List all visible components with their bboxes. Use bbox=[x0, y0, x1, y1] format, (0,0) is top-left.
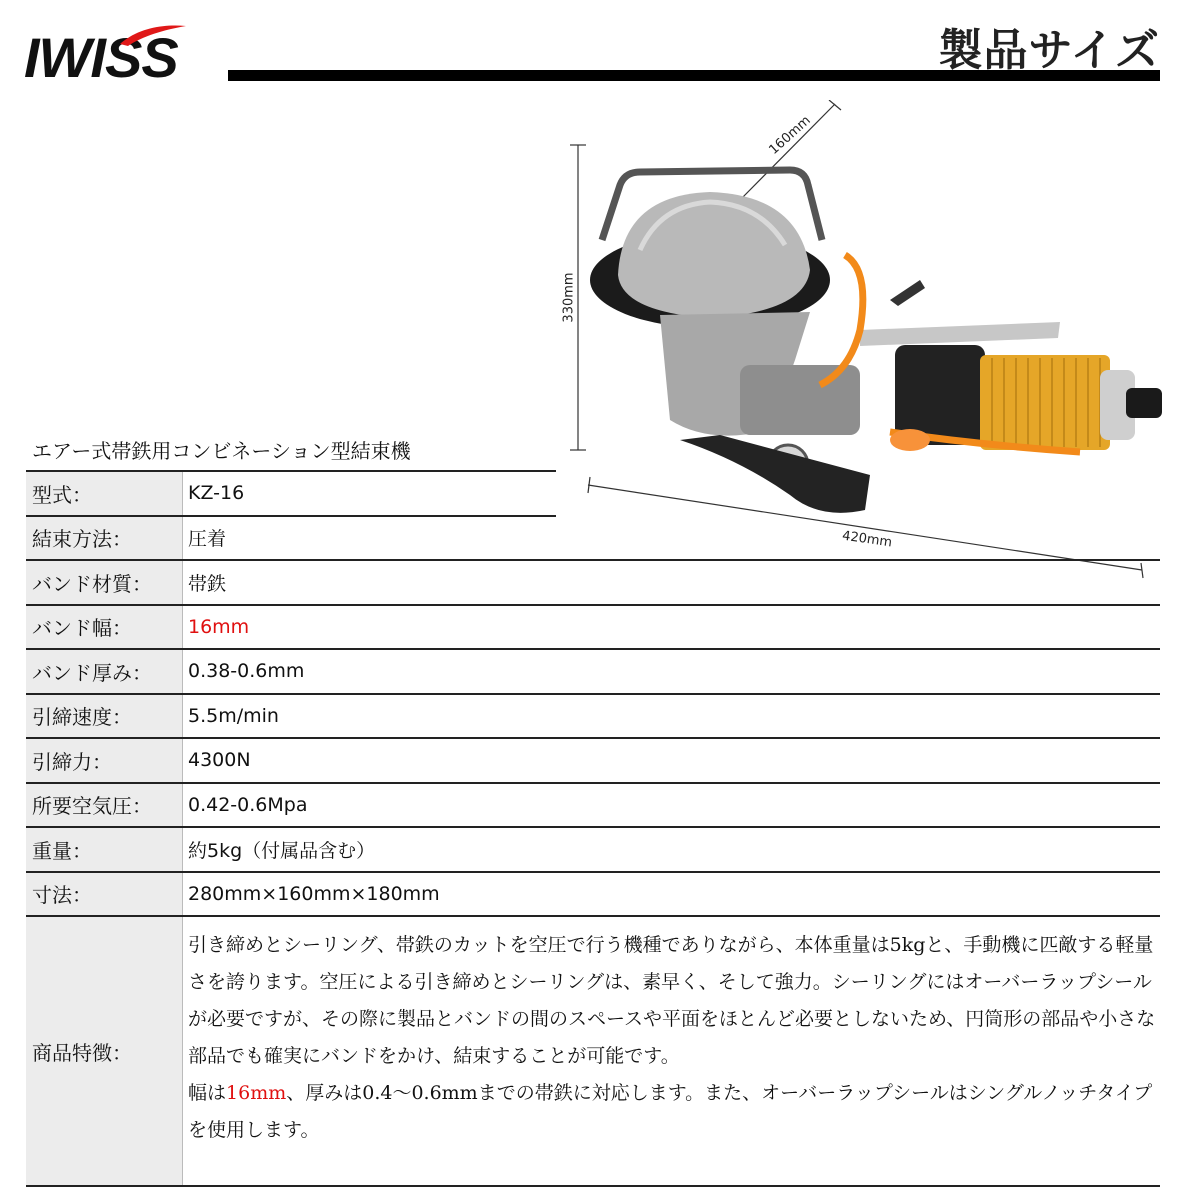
features-highlight: 16mm bbox=[226, 1082, 287, 1104]
logo-swoosh-icon bbox=[118, 22, 188, 48]
spec-label: 寸法： bbox=[26, 873, 183, 916]
spec-label: 引締力： bbox=[26, 739, 183, 782]
spec-row-band-thickness bbox=[26, 648, 1160, 693]
spec-value-highlight: 16mm bbox=[188, 615, 250, 638]
spec-label: バンド材質： bbox=[26, 561, 183, 604]
dimension-width-label: 160mm bbox=[766, 113, 814, 158]
page-title: 製品サイズ bbox=[938, 25, 1160, 76]
spec-row-model bbox=[26, 470, 556, 515]
features-paragraph-1: 引き締めとシーリング、帯鉄のカットを空圧で行う機種でありながら、本体重量は5kgと、手動機に匹敵する軽量さを誇ります。空圧による引き締めとシーリングは、素早く、そして強力。シーリングにはオーバーラップシールが必要ですが、その際に製品とバンドの間のスペースや平面をほとんど必要としないため、円筒形の部品や小さな部品でも確実にバンドをかけ、結束することが可能です。 bbox=[188, 934, 1156, 1067]
features-prefix: 幅は bbox=[188, 1082, 227, 1104]
spec-row-band-width bbox=[26, 604, 1160, 649]
spec-label: 重量： bbox=[26, 828, 183, 871]
section-title: エアー式帯鉄用コンビネーション型結束機 bbox=[32, 439, 411, 463]
spec-label: バンド厚み： bbox=[26, 650, 183, 693]
spec-value: 5.5m/min bbox=[188, 704, 279, 727]
spec-table bbox=[26, 470, 1160, 1187]
features-paragraph-2 bbox=[188, 1075, 1160, 1149]
spec-label: 所要空気圧： bbox=[26, 784, 183, 827]
spec-value: 帯鉄 bbox=[188, 572, 227, 595]
spec-row-features bbox=[26, 915, 1160, 1187]
spec-value: 4300N bbox=[188, 749, 251, 772]
spec-label: 型式： bbox=[26, 472, 183, 515]
spec-value: 0.42-0.6Mpa bbox=[188, 793, 308, 816]
spec-row-band-material bbox=[26, 559, 1160, 604]
spec-value: KZ-16 bbox=[188, 482, 245, 505]
dimension-length-label: 420mm bbox=[841, 528, 893, 551]
spec-row-weight bbox=[26, 826, 1160, 871]
spec-label: 引締速度： bbox=[26, 695, 183, 738]
spec-value: 0.38-0.6mm bbox=[188, 660, 305, 683]
brand-logo: IWISS bbox=[24, 26, 178, 89]
dimension-height-label: 330mm bbox=[561, 272, 577, 323]
spec-row-tension bbox=[26, 737, 1160, 782]
spec-row-air-pressure bbox=[26, 782, 1160, 827]
features-suffix: 、厚みは0.4～0.6mmまでの帯鉄に対応します。また、オーバーラップシールはシングルノッチタイプを使用します。 bbox=[188, 1082, 1153, 1141]
spec-row-method bbox=[26, 515, 556, 560]
spec-value: 約5kg（付属品含む） bbox=[188, 839, 376, 862]
page-header bbox=[0, 0, 1200, 100]
spec-value: 圧着 bbox=[188, 528, 227, 551]
spec-label: 商品特徴： bbox=[26, 917, 183, 1185]
spec-value: 280mm×160mm×180mm bbox=[188, 882, 440, 905]
spec-label: 結束方法： bbox=[26, 517, 183, 560]
features-text bbox=[183, 917, 1160, 1185]
spec-row-speed bbox=[26, 693, 1160, 738]
spec-row-dimensions bbox=[26, 871, 1160, 916]
spec-label: バンド幅： bbox=[26, 606, 183, 649]
